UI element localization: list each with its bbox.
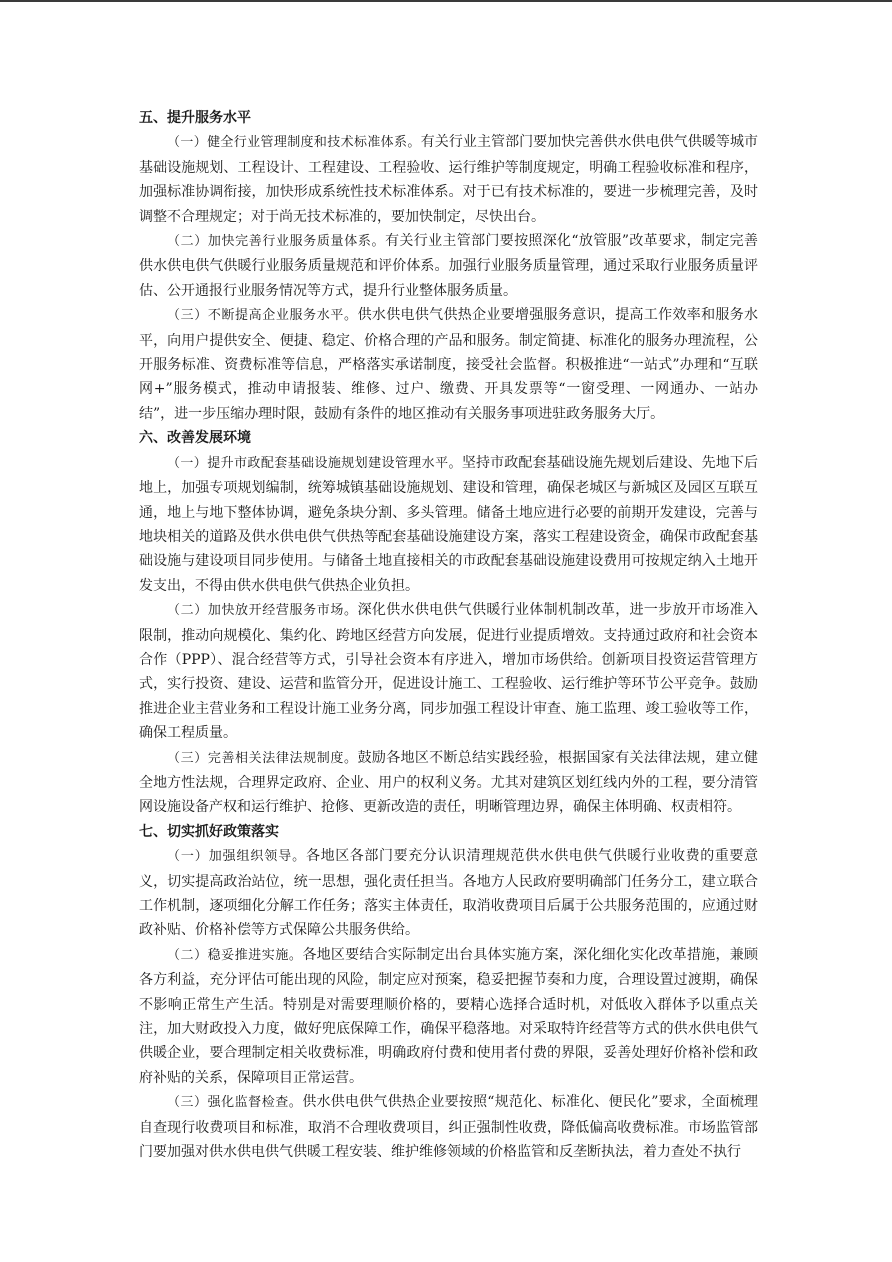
paragraph-lead: （一）健全行业管理制度和技术标准体系。 <box>167 135 421 151</box>
paragraph-lead: （二）加快放开经营服务市场。 <box>167 603 358 619</box>
section-heading: 五、提升服务水平 <box>139 110 251 126</box>
paragraph <box>139 130 758 229</box>
paragraph <box>139 303 758 426</box>
paragraph-text: 各地区要结合实际制定出台具体实施方案，深化细化实化改革措施，兼顾各方利益，充分评估可能出现的风险，制定应对预案，稳妥把握节奏和力度，合理设置过渡期，确保不影响正常生产生活。特别是对需要理顺价格的，要精心选择合适时机，对低收入群体予以重点关注，加大财政投入力度，做好兜底保障工作，确保平稳落地。对采取特许经营等方式的供水供电供气供暖企业，要合理制定相关收费标准，明确政府付费和使用者付费的界限，妥善处理好价格补偿和政府补贴的关系，保障项目正常运营。 <box>139 946 758 1086</box>
paragraph <box>139 451 758 598</box>
paragraph <box>139 1090 758 1164</box>
paragraph-lead: （一）提升市政配套基础设施规划建设管理水平。 <box>167 455 462 471</box>
paragraph <box>139 943 758 1090</box>
paragraph-text: 各地区各部门要充分认识清理规范供水供电供气供暖行业收费的重要意义，切实提高政治站位，统一思想，强化责任担当。各地方人民政府要明确部门任务分工，建立联合工作机制，逐项细化分解工作任务；落实主体责任，取消收费项目后属于公共服务范围的，应通过财政补贴、价格补偿等方式保障公共服务供给。 <box>139 848 758 939</box>
paragraph-lead: （一）加强组织领导。 <box>167 849 306 865</box>
paragraph <box>139 746 758 820</box>
paragraph-text: 坚持市政配套基础设施先规划后建设、先地下后地上，加强专项规划编制，统筹城镇基础设施规划、建设和管理，确保老城区与新城区及园区互联互通，地上与地下整体协调，避免条块分割、多头管理。储备土地应进行必要的前期开发建设，完善与地块相关的道路及供水供电供气供热等配套基础设施建设方案，落实工程建设资金，确保市政配套基础设施与建设项目同步使用。与储备土地直接相关的市政配套基础设施建设费用可按规定纳入土地开发支出，不得由供水供电供气供热企业负担。 <box>139 454 758 594</box>
paragraph-text: 有关行业主管部门要按照深化“放管服”改革要求，制定完善供水供电供气供暖行业服务质量规范和评价体系。加强行业服务质量管理，通过采取行业服务质量评估、公开通报行业服务情况等方式，提升行业整体服务质量。 <box>139 233 758 299</box>
paragraph-text: 鼓励各地区不断总结实践经验，根据国家有关法律法规，建立健全地方性法规，合理界定政府、企业、用户的权利义务。尤其对建筑区划红线内外的工程，要分清管网设施设备产权和运行维护、抢修、更新改造的责任，明晰管理边界，确保主体明确、权责相符。 <box>139 749 759 816</box>
paragraph <box>139 598 758 745</box>
document-body <box>139 106 758 1164</box>
paragraph <box>139 229 758 303</box>
paragraph-text: 深化供水供电供气供暖行业体制机制改革，进一步放开市场准入限制，推动向规模化、集约化、跨地区经营方向发展，促进行业提质增效。支持通过政府和社会资本合作（PPP）、混合经营等方式，引导社会资本有序进入，增加市场供给。创新项目投资运营管理方式，实行投资、建设、运营和监管分开，促进设计施工、工程验收、运行维护等环节公平竞争。鼓励推进企业主营业务和工程设计施工业务分离，同步加强工程设计审查、施工监理、竣工验收等工作，确保工程质量。 <box>139 602 759 742</box>
paragraph-lead: （二）加快完善行业服务质量体系。 <box>167 234 386 250</box>
paragraph <box>139 844 758 943</box>
top-border <box>0 0 892 2</box>
paragraph-text: 供水供电供气供热企业要增强服务意识，提高工作效率和服务水平，向用户提供安全、便捷、稳定、价格合理的产品和服务。制定简捷、标准化的服务办理流程，公开服务标准、资费标准等信息，严格落实承诺制度，接受社会监督。积极推进“一站式”办理和“互联网+”服务模式，推动申请报装、维修、过户、缴费、开具发票等“一窗受理、一网通办、一站办结”，进一步压缩办理时限，鼓励有条件的地区推动有关服务事项进驻政务服务大厅。 <box>139 307 759 422</box>
section-heading: 六、改善发展环境 <box>139 430 251 447</box>
paragraph-lead: （二）稳妥推进实施。 <box>167 947 303 963</box>
paragraph-lead: （三）完善相关法律法规制度。 <box>167 750 358 766</box>
paragraph-text: 供水供电供气供热企业要按照“规范化、标准化、便民化”要求，全面梳理自查现行收费项目和标准，取消不合理收费项目，纠正强制性收费，降低偏高收费标准。市场监管部门要加强对供水供电供气供暖工程安装、维护维修领域的价格监管和反垄断执法，着力查处不执行 <box>139 1094 758 1161</box>
paragraph-lead: （三）强化监督检查。 <box>167 1095 303 1111</box>
paragraph-text: 有关行业主管部门要加快完善供水供电供气供暖等城市基础设施规划、工程设计、工程建设、工程验收、运行维护等制度规定，明确工程验收标准和程序，加强标准协调衔接，加快形成系统性技术标准体系。对于已有技术标准的，要进一步梳理完善，及时调整不合理规定；对于尚无技术标准的，要加快制定，尽快出台。 <box>139 134 759 225</box>
paragraph-lead: （三）不断提高企业服务水平。 <box>167 308 358 324</box>
section-heading: 七、切实抓好政策落实 <box>139 823 279 840</box>
